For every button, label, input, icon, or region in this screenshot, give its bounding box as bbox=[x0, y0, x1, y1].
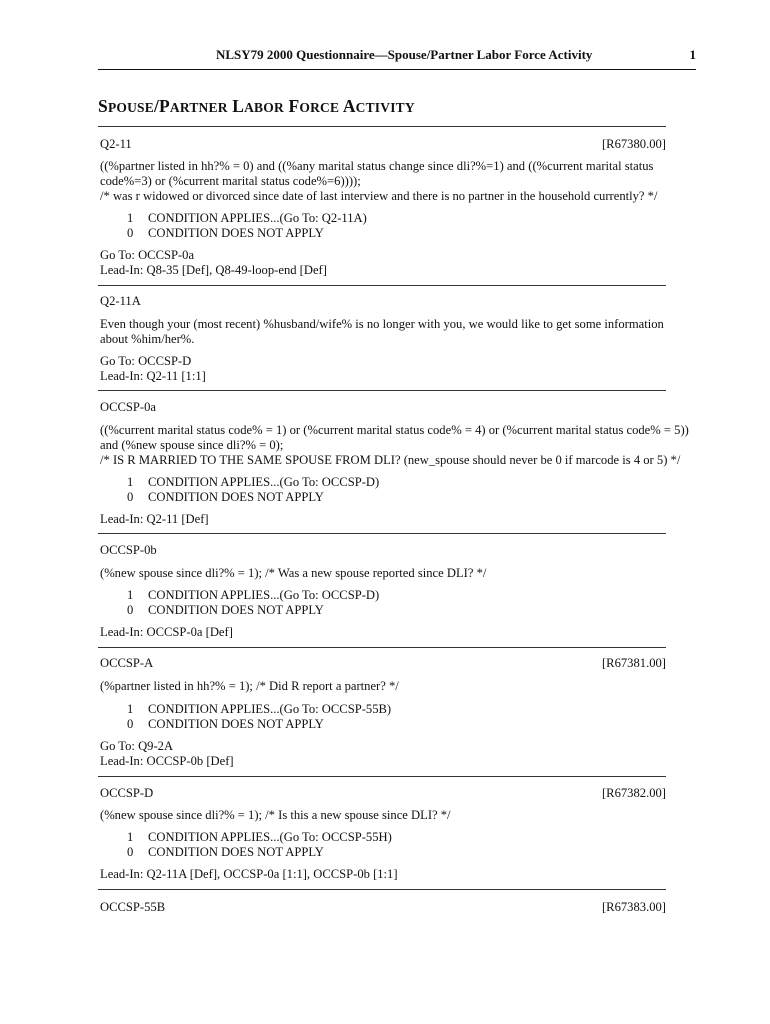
header-rule bbox=[98, 69, 696, 70]
divider bbox=[98, 533, 666, 534]
response-option: 1 CONDITION APPLIES...(Go To: Q2-11A) bbox=[127, 211, 367, 225]
divider bbox=[98, 285, 666, 286]
lead-in: Lead-In: OCCSP-0b [Def] bbox=[100, 754, 234, 768]
question-text: (%new spouse since dli?% = 1); /* Is this a new spouse since DLI? */ bbox=[100, 808, 451, 822]
question-comment: /* IS R MARRIED TO THE SAME SPOUSE FROM DLI? (new_spouse should never be 0 if marcode is 4 or 5) */ bbox=[100, 453, 681, 467]
response-option: 1 CONDITION APPLIES...(Go To: OCCSP-D) bbox=[127, 475, 380, 489]
divider bbox=[98, 390, 666, 391]
question-id: OCCSP-55B bbox=[100, 900, 166, 914]
page-number: 1 bbox=[689, 47, 696, 62]
go-to: Go To: Q9-2A bbox=[100, 739, 174, 753]
question-id: OCCSP-D bbox=[100, 786, 154, 800]
go-to: Go To: OCCSP-D bbox=[100, 354, 192, 368]
question-ref: [R67382.00] bbox=[601, 786, 666, 800]
header-title: NLSY79 2000 Questionnaire—Spouse/Partner Labor Force Activity bbox=[216, 47, 593, 62]
response-option: 0 CONDITION DOES NOT APPLY bbox=[127, 490, 324, 504]
response-option: 0 CONDITION DOES NOT APPLY bbox=[127, 717, 324, 731]
response-option: 1 CONDITION APPLIES...(Go To: OCCSP-D) bbox=[127, 588, 380, 602]
question-comment: /* was r widowed or divorced since date of last interview and there is no partner in the household currently? */ bbox=[100, 189, 658, 203]
lead-in: Lead-In: Q2-11 [Def] bbox=[100, 512, 209, 526]
question-ref: [R67380.00] bbox=[601, 137, 666, 151]
lead-in: Lead-In: Q2-11 [1:1] bbox=[100, 369, 206, 383]
response-option: 1 CONDITION APPLIES...(Go To: OCCSP-55B) bbox=[127, 702, 392, 716]
divider bbox=[98, 647, 666, 648]
question-ref: [R67381.00] bbox=[601, 656, 666, 670]
section-rule bbox=[98, 126, 666, 127]
response-option: 1 CONDITION APPLIES...(Go To: OCCSP-55H) bbox=[127, 830, 392, 844]
question-id: OCCSP-A bbox=[100, 656, 154, 670]
question-ref: [R67383.00] bbox=[601, 900, 666, 914]
question-text: ((%current marital status code% = 1) or (%current marital status code% = 4) or (%current marital status code% = 5)) bbox=[100, 423, 689, 437]
divider bbox=[98, 889, 666, 890]
section-title: SPOUSE/PARTNER LABOR FORCE ACTIVITY bbox=[98, 96, 415, 116]
question-text: about %him/her%. bbox=[100, 332, 195, 346]
question-text: (%partner listed in hh?% = 1); /* Did R report a partner? */ bbox=[100, 679, 399, 693]
divider bbox=[98, 776, 666, 777]
question-id: Q2-11 bbox=[100, 137, 132, 151]
question-id: OCCSP-0b bbox=[100, 543, 157, 557]
question-id: OCCSP-0a bbox=[100, 400, 156, 414]
go-to: Go To: OCCSP-0a bbox=[100, 248, 195, 262]
response-option: 0 CONDITION DOES NOT APPLY bbox=[127, 603, 324, 617]
lead-in: Lead-In: OCCSP-0a [Def] bbox=[100, 625, 233, 639]
question-text: and (%new spouse since dli?% = 0); bbox=[100, 438, 284, 452]
lead-in: Lead-In: Q8-35 [Def], Q8-49-loop-end [Def] bbox=[100, 263, 327, 277]
question-id: Q2-11A bbox=[100, 294, 141, 308]
response-option: 0 CONDITION DOES NOT APPLY bbox=[127, 845, 324, 859]
question-text: Even though your (most recent) %husband/wife% is no longer with you, we would like to get some information bbox=[100, 317, 664, 331]
question-text: (%new spouse since dli?% = 1); /* Was a new spouse reported since DLI? */ bbox=[100, 566, 487, 580]
response-option: 0 CONDITION DOES NOT APPLY bbox=[127, 226, 324, 240]
lead-in: Lead-In: Q2-11A [Def], OCCSP-0a [1:1], OCCSP-0b [1:1] bbox=[100, 867, 398, 881]
question-text: ((%partner listed in hh?% = 0) and ((%any marital status change since dli?%=1) and ((%current marital status bbox=[100, 159, 654, 173]
question-text: code%=3) or (%current marital status code%=6)))); bbox=[100, 174, 361, 188]
